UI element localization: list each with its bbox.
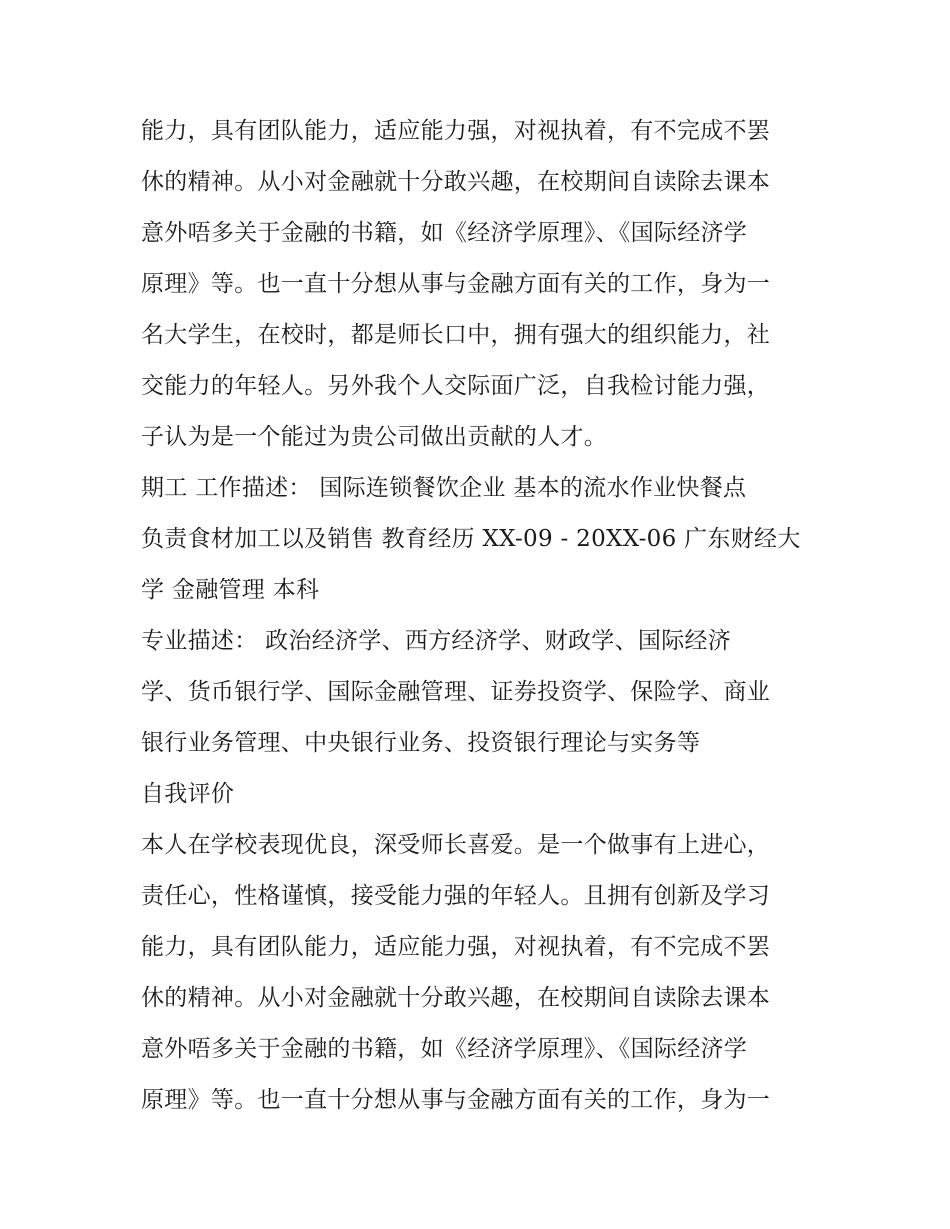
text-line: 休的精神。从小对金融就十分敢兴趣，在校期间自读除去课本 [141,985,771,1011]
text-line: 意外唔多关于金融的书籍，如《经济学原理》、《国际经济学 [141,1036,748,1062]
text-line: 原理》等。也一直十分想从事与金融方面有关的工作，身为一 [141,1087,771,1113]
text-line: 能力，具有团队能力，适应能力强，对视执着，有不完成不罢 [141,118,771,144]
text-line: 原理》等。也一直十分想从事与金融方面有关的工作，身为一 [141,271,771,297]
text-line: 期工 工作描述： 国际连锁餐饮企业 基本的流水作业快餐点 [141,475,747,501]
text-line: 能力，具有团队能力，适应能力强，对视执着，有不完成不罢 [141,934,771,960]
text-line: 专业描述： 政治经济学、西方经济学、财政学、国际经济 [141,628,732,654]
text-line: 责任心，性格谨慎，接受能力强的年轻人。且拥有创新及学习 [141,883,771,909]
document-body [141,106,821,1126]
text-line: 学、货币银行学、国际金融管理、证券投资学、保险学、商业 [141,679,771,705]
text-line: 银行业务管理、中央银行业务、投资银行理论与实务等 [141,730,701,756]
text-line: 负责食材加工以及销售 教育经历 XX-09 - 20XX-06 广东财经大 [141,526,801,552]
section-heading: 自我评价 [141,781,235,807]
text-line: 子认为是一个能过为贵公司做出贡献的人才。 [141,424,607,450]
text-line: 名大学生，在校时，都是师长口中，拥有强大的组织能力，社 [141,322,771,348]
text-line: 学 金融管理 本科 [141,577,320,603]
text-line: 交能力的年轻人。另外我个人交际面广泛，自我检讨能力强， [141,373,771,399]
text-line: 本人在学校表现优良，深受师长喜爱。是一个做事有上进心， [141,832,771,858]
text-line: 休的精神。从小对金融就十分敢兴趣，在校期间自读除去课本 [141,169,771,195]
text-line: 意外唔多关于金融的书籍，如《经济学原理》、《国际经济学 [141,220,748,246]
